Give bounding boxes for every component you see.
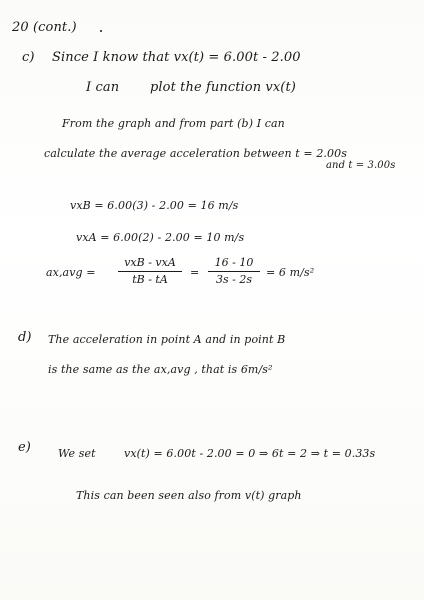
equation-vxa: vxA = 6.00(2) - 2.00 = 10 m/s — [76, 231, 245, 244]
part-e-line1-b: vx(t) = 6.00t - 2.00 = 0 ⇒ 6t = 2 ⇒ t = 0.33s — [124, 447, 376, 460]
part-c-line2-a: I can — [86, 80, 120, 95]
part-d-line2: is the same as the ax,avg , that is 6m/s² — [48, 363, 273, 376]
part-c-line5: and t = 3.00s — [326, 160, 396, 171]
fraction-symbolic — [118, 256, 182, 287]
part-c-line2-b: plot the function vx(t) — [150, 80, 296, 95]
part-d-line1: The acceleration in point A and in point B — [48, 333, 286, 346]
part-e-label: e) — [18, 440, 31, 455]
fraction-symbolic-denominator: tB - tA — [132, 273, 168, 286]
equation-result: = 6 m/s² — [266, 266, 315, 279]
page-header: 20 (cont.) — [12, 20, 77, 35]
fraction-bar — [118, 271, 182, 272]
part-c-label: c) — [22, 50, 35, 65]
fraction-numeric-denominator: 3s - 2s — [216, 273, 252, 286]
part-d-label: d) — [18, 330, 32, 345]
part-e-line2: This can been seen also from v(t) graph — [76, 489, 302, 502]
part-c-line4: calculate the average acceleration between t = 2.00s — [44, 147, 347, 160]
part-e-line1-a: We set — [58, 447, 96, 460]
fraction-symbolic-numerator: vxB - vxA — [124, 256, 176, 269]
fraction-bar — [208, 271, 260, 272]
part-c-line3: From the graph and from part (b) I can — [62, 117, 285, 130]
part-c-line1 — [52, 50, 301, 66]
fraction-numeric-numerator: 16 - 10 — [214, 256, 254, 269]
part-c-line1-equation: vx(t) = 6.00t - 2.00 — [173, 50, 301, 65]
part-c-line1-text: Since I know that — [52, 50, 174, 65]
equation-ax-avg-lhs: ax,avg = — [46, 266, 96, 279]
ink-dot — [100, 30, 102, 32]
equation-equals: = — [190, 266, 200, 279]
equation-vxb: vxB = 6.00(3) - 2.00 = 16 m/s — [70, 199, 239, 212]
fraction-numeric — [208, 256, 260, 287]
